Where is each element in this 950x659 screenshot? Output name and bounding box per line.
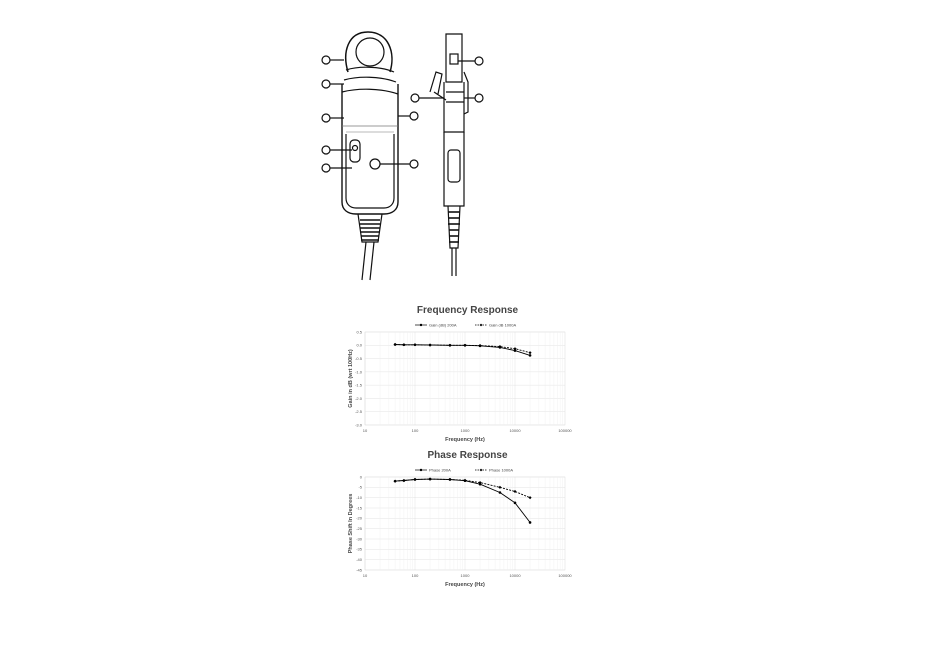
y-tick-label: -2.0 xyxy=(355,395,362,401)
data-point xyxy=(514,502,517,505)
legend-label: Gain dB 1000A xyxy=(489,322,517,328)
y-axis-title: Phase Shift In Degrees xyxy=(348,493,354,554)
y-tick-label: -1.0 xyxy=(355,369,362,375)
x-tick-label: 100 xyxy=(411,573,419,578)
y-tick-label: -30 xyxy=(356,536,362,542)
x-tick-label: 100000 xyxy=(558,573,572,578)
legend-label: Gain (dB) 200A xyxy=(429,322,457,328)
y-tick-label: 0.0 xyxy=(356,342,362,348)
legend-marker xyxy=(420,324,422,326)
y-tick-label: -40 xyxy=(356,557,362,563)
x-axis-title: Frequency (Hz) xyxy=(445,437,485,443)
x-tick-label: 1000 xyxy=(460,573,470,578)
data-point xyxy=(529,354,532,357)
chart-title: Phase Response xyxy=(427,450,508,461)
chart-title: Frequency Response xyxy=(416,305,519,316)
y-tick-label: -2.5 xyxy=(355,409,362,415)
x-tick-label: 100000 xyxy=(558,428,572,433)
clamp-front-view xyxy=(322,32,418,280)
legend-marker xyxy=(420,469,422,471)
data-point xyxy=(529,521,532,524)
y-tick-label: -25 xyxy=(356,526,362,532)
y-tick-label: -35 xyxy=(356,546,362,552)
x-tick-label: 100 xyxy=(411,428,419,433)
x-tick-label: 1000 xyxy=(460,428,470,433)
x-tick-label: 10000 xyxy=(509,428,521,433)
y-tick-label: -15 xyxy=(356,505,362,511)
y-tick-label: -10 xyxy=(356,495,362,501)
y-tick-label: 0 xyxy=(359,474,362,480)
x-axis-title: Frequency (Hz) xyxy=(445,582,485,588)
legend-marker xyxy=(480,469,483,472)
y-axis-title: Gain in dB (wrt 100Hz) xyxy=(348,349,354,408)
legend-label: Phase 200A xyxy=(429,467,451,473)
y-tick-label: 0.5 xyxy=(356,329,362,335)
frequency-response-chart xyxy=(345,305,590,447)
clamp-side-view xyxy=(411,34,483,276)
y-tick-label: -0.5 xyxy=(355,355,362,361)
phase-response-chart xyxy=(345,450,590,592)
frequency-response-plot xyxy=(345,305,590,447)
phase-response-plot xyxy=(345,450,590,592)
y-tick-label: -3.0 xyxy=(355,422,362,428)
y-tick-label: -45 xyxy=(356,567,362,573)
x-tick-label: 10 xyxy=(362,573,368,578)
legend-marker xyxy=(480,324,483,327)
current-clamp-illustration xyxy=(318,22,498,284)
y-tick-label: -20 xyxy=(356,515,362,521)
y-tick-label: -5 xyxy=(358,484,362,490)
y-tick-label: -1.5 xyxy=(355,382,362,388)
legend-label: Phase 1000A xyxy=(489,467,514,473)
x-tick-label: 10000 xyxy=(509,573,521,578)
x-tick-label: 10 xyxy=(362,428,368,433)
data-point xyxy=(499,491,502,494)
